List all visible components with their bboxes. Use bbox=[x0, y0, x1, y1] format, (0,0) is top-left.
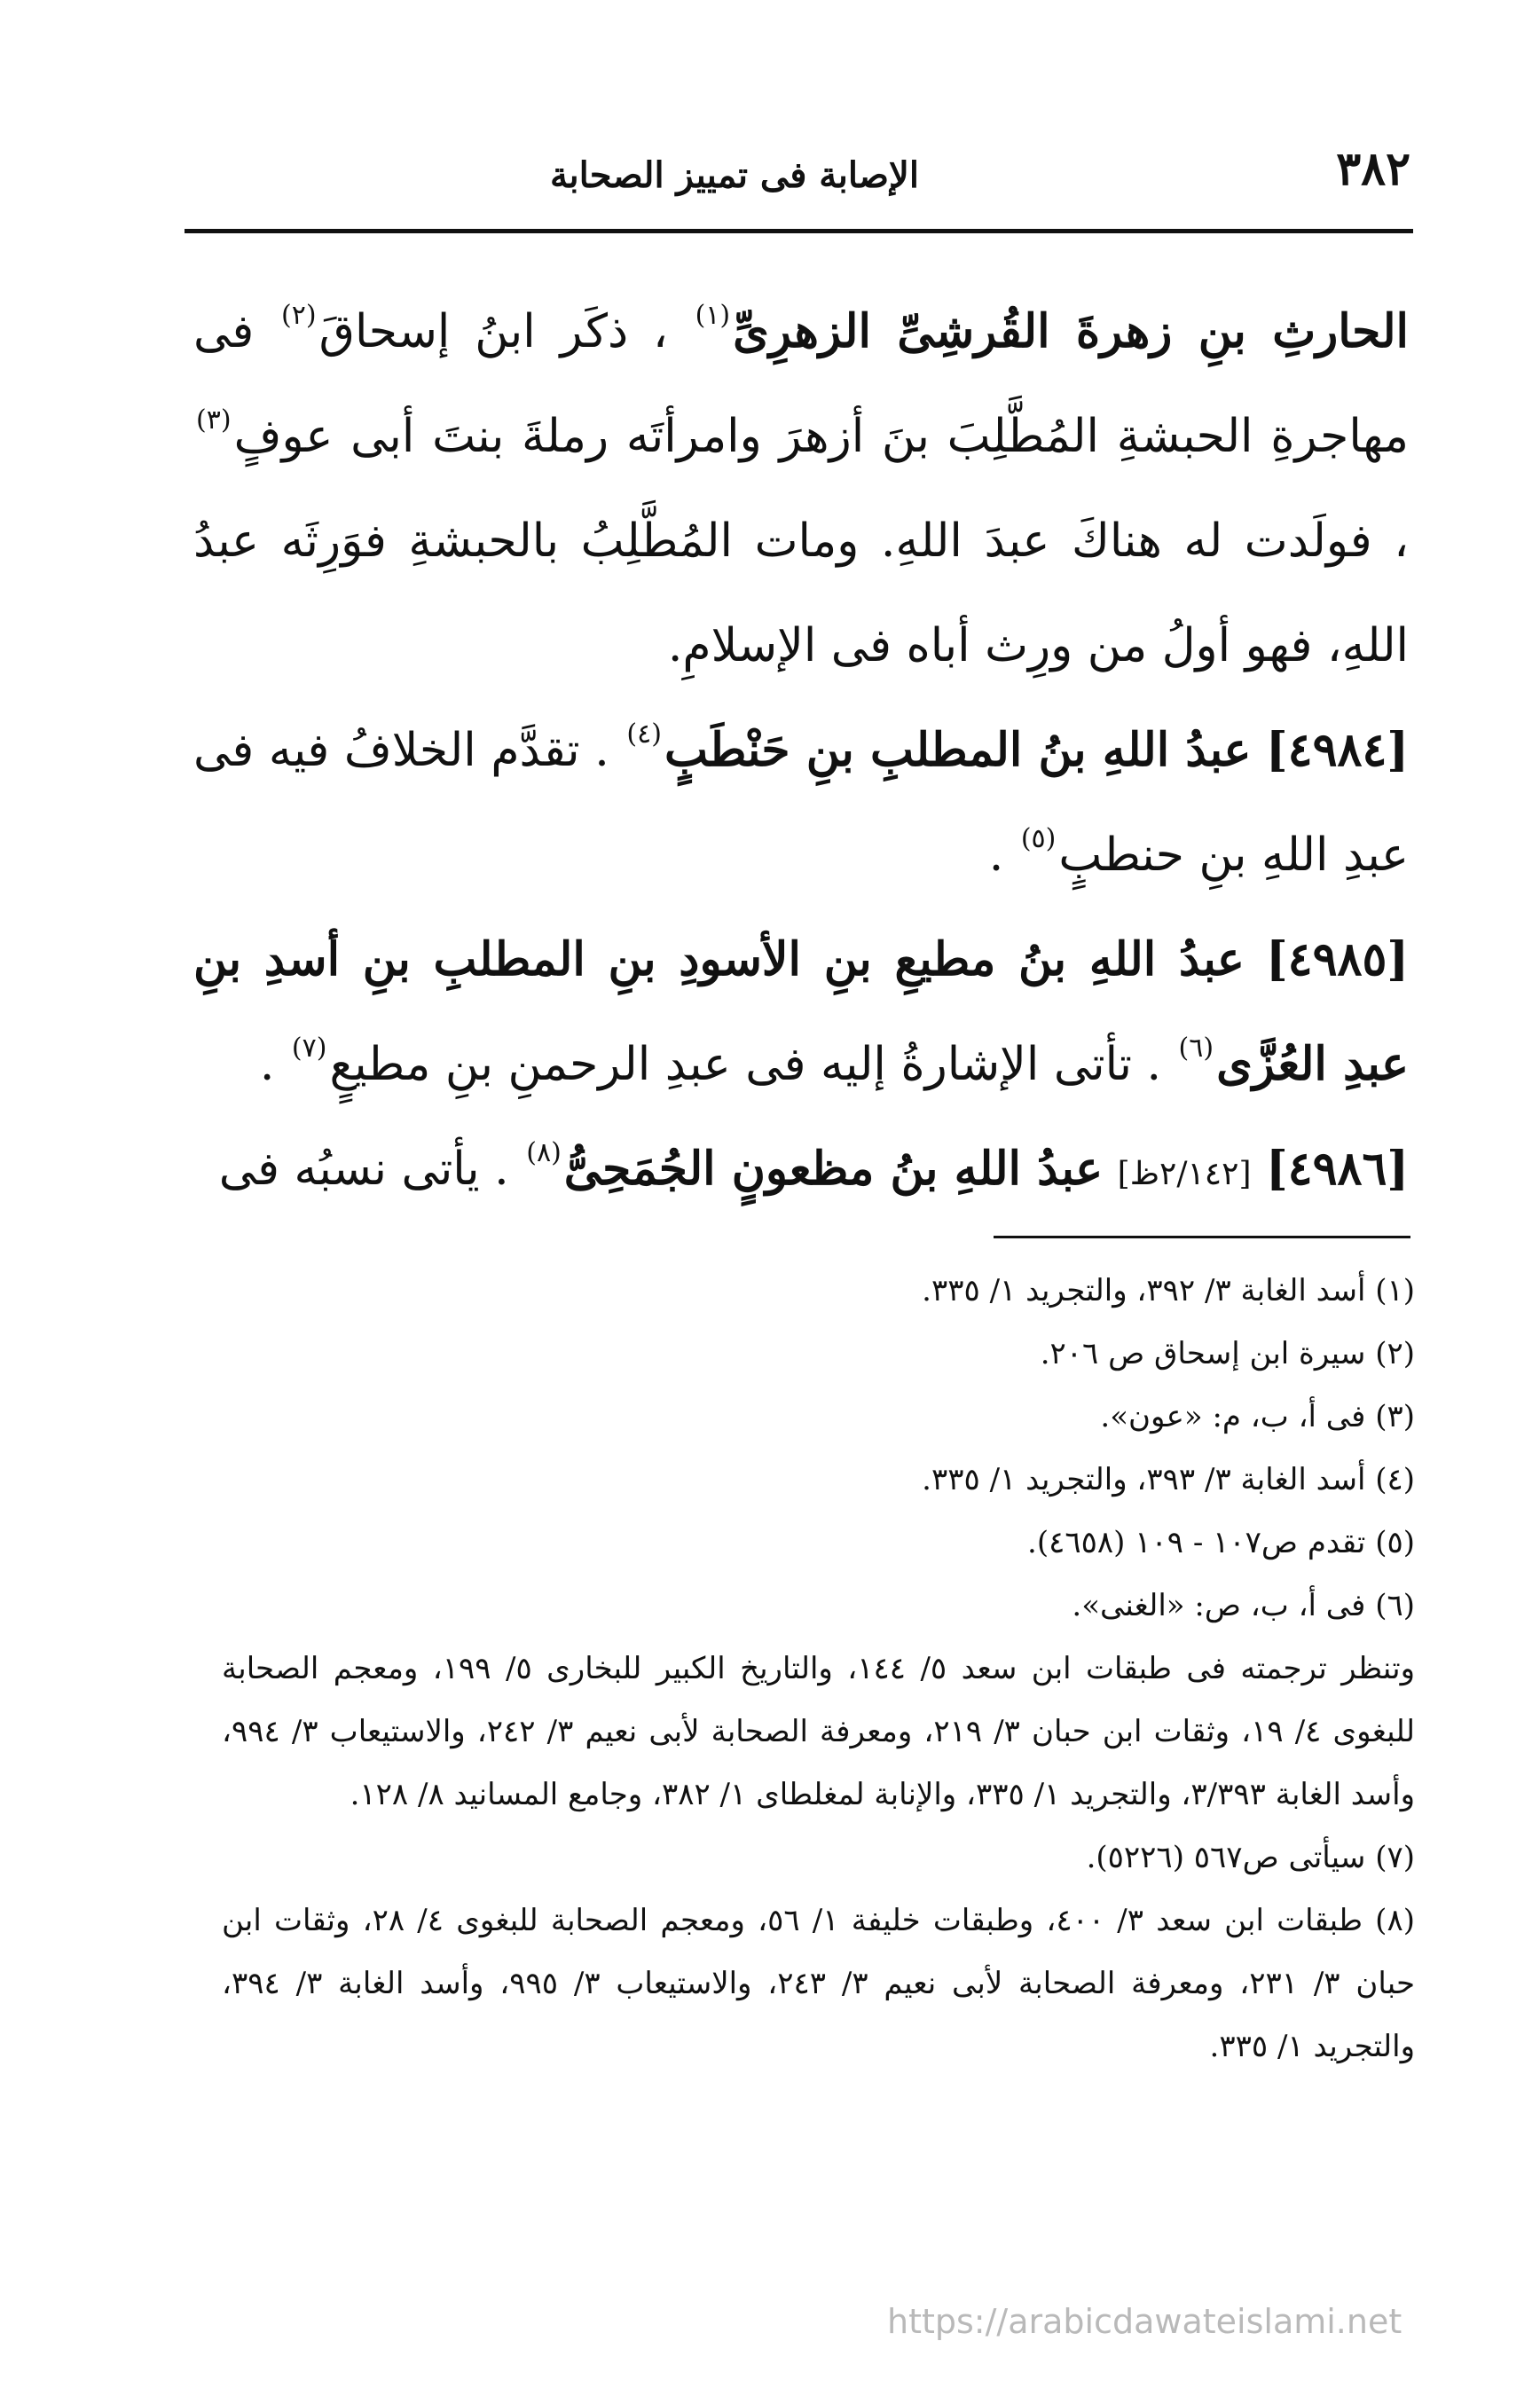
page-header bbox=[186, 142, 1410, 204]
entry-text: . تأتى الإشارةُ إليه فى عبدِ الرحمنِ بنِ مطيعٍ bbox=[329, 1038, 1162, 1091]
footnote-ref: (٨) bbox=[526, 1137, 562, 1168]
footnote: (٢) سيرة ابن إسحاق ص ٢٠٦. bbox=[1040, 1336, 1415, 1371]
entry-name: عبدُ اللهِ بنُ مظعونٍ الجُمَحِىُّ bbox=[563, 1142, 1104, 1196]
entry-number: [٤٩٨٦] bbox=[1266, 1142, 1409, 1196]
footnote: (٨) طبقات ابن سعد ٣/ ٤٠٠، وطبقات خليفة ١/ ٥٦، ومعجم الصحابة للبغوى ٤/ ٢٨، وثقات ابن حبان ٣/ ٢٣١، ومعرفة الصحابة لأبى نعيم ٣/ ٢٤٣، والاستيعاب ٣/ ٩٩٥، وأسد الغابة ٣/ ٣٩٤، والتجريد ١/ ٣٣٥. bbox=[222, 1903, 1415, 2064]
footnote-ref: (٢) bbox=[281, 300, 317, 331]
footnotes bbox=[222, 1260, 1415, 2078]
entry-4986 bbox=[193, 1117, 1409, 1227]
footnote: (١) أسد الغابة ٣/ ٣٩٢، والتجريد ١/ ٣٣٥. bbox=[922, 1273, 1415, 1308]
entry-name: عبدُ اللهِ بنُ المطلبِ بنِ حَنْطَبٍ bbox=[664, 723, 1252, 777]
footnote-ref: (٥) bbox=[1020, 823, 1057, 854]
footnote: (٥) تقدم ص١٠٧ - ١٠٩ (٤٦٥٨). bbox=[1027, 1525, 1415, 1560]
footnote: (٦) فى أ، ب، ص: «الغنى». bbox=[1072, 1588, 1415, 1623]
footnote-continuation: وتنظر ترجمته فى طبقات ابن سعد ٥/ ١٤٤، والتاريخ الكبير للبخارى ٥/ ١٩٩، ومعجم الصحابة للبغوى ٤/ ١٩، وثقات ابن حبان ٣/ ٢١٩، ومعرفة الصحابة لأبى نعيم ٣/ ٢٤٢، والاستيعاب ٣/ ٩٩٤، وأسد الغابة ٣/٣٩٣، والتجريد ١/ ٣٣٥، والإنابة لمغلطاى ١/ ٣٨٢، وجامع المسانيد ٨/ ١٢٨. bbox=[222, 1651, 1416, 1812]
footnote-ref: (٦) bbox=[1178, 1033, 1214, 1064]
entry-number: [٤٩٨٥] bbox=[1266, 932, 1409, 986]
paragraph-text: ، ذكَر ابنُ إسحاقَ bbox=[318, 305, 668, 358]
page-number: ٣٨٢ bbox=[1336, 142, 1410, 196]
paragraph-text: ، فولَدت له هناكَ عبدَ اللهِ. ومات المُطَّلِبُ بالحبشةِ فوَرِثَه عبدُ اللهِ، فهو أولُ من ورِث أباه فى الإسلامِ. bbox=[193, 515, 1409, 672]
footnote: (٣) فى أ، ب، م: «عون». bbox=[1100, 1399, 1415, 1434]
entry-text: . bbox=[988, 829, 1004, 882]
entry-name: عبدُ اللهِ بنُ مطيعِ بنِ الأسودِ بنِ المطلبِ بنِ أسدِ بنِ عبدِ العُزَّى bbox=[193, 932, 1409, 1091]
footnote: (٤) أسد الغابة ٣/ ٣٩٣، والتجريد ١/ ٣٣٥. bbox=[922, 1462, 1415, 1497]
entry-4985 bbox=[193, 907, 1409, 1117]
footnote: (٧) سيأتى ص٥٦٧ (٥٢٢٦). bbox=[1086, 1840, 1415, 1875]
entry-number: [٤٩٨٤] bbox=[1266, 723, 1409, 777]
manuscript-reference: [٢/١٤٢ظ] bbox=[1117, 1156, 1252, 1192]
footnote-divider bbox=[994, 1236, 1410, 1238]
footnote-ref: (٧) bbox=[291, 1033, 327, 1064]
paragraph-text: فى مهاجرةِ الحبشةِ المُطَّلِبَ بنَ أزهرَ وامرأتَه رملةَ بنتَ أبى عوفٍ bbox=[193, 305, 1409, 463]
entry-4984 bbox=[193, 698, 1409, 907]
header-divider bbox=[185, 229, 1413, 233]
main-text bbox=[193, 279, 1409, 1227]
entry-name: الحارثِ بنِ زهرةَ القُرشِىِّ الزهرِىِّ bbox=[733, 304, 1409, 358]
entry-text: . تقدَّم الخلافُ فيه فى عبدِ اللهِ بنِ حنطبٍ bbox=[193, 724, 1409, 882]
entry-text: . يأتى نسبُه فى bbox=[218, 1143, 509, 1196]
footnote-ref: (١) bbox=[695, 300, 731, 331]
running-title: الإصابة فى تمييز الصحابة bbox=[550, 154, 919, 196]
paragraph-al-harith bbox=[193, 279, 1409, 698]
footnote-ref: (٤) bbox=[626, 719, 662, 750]
entry-text: . bbox=[259, 1038, 275, 1091]
watermark-url: https://arabicdawateislami.net bbox=[887, 2302, 1402, 2341]
footnote-ref: (٣) bbox=[196, 405, 232, 436]
